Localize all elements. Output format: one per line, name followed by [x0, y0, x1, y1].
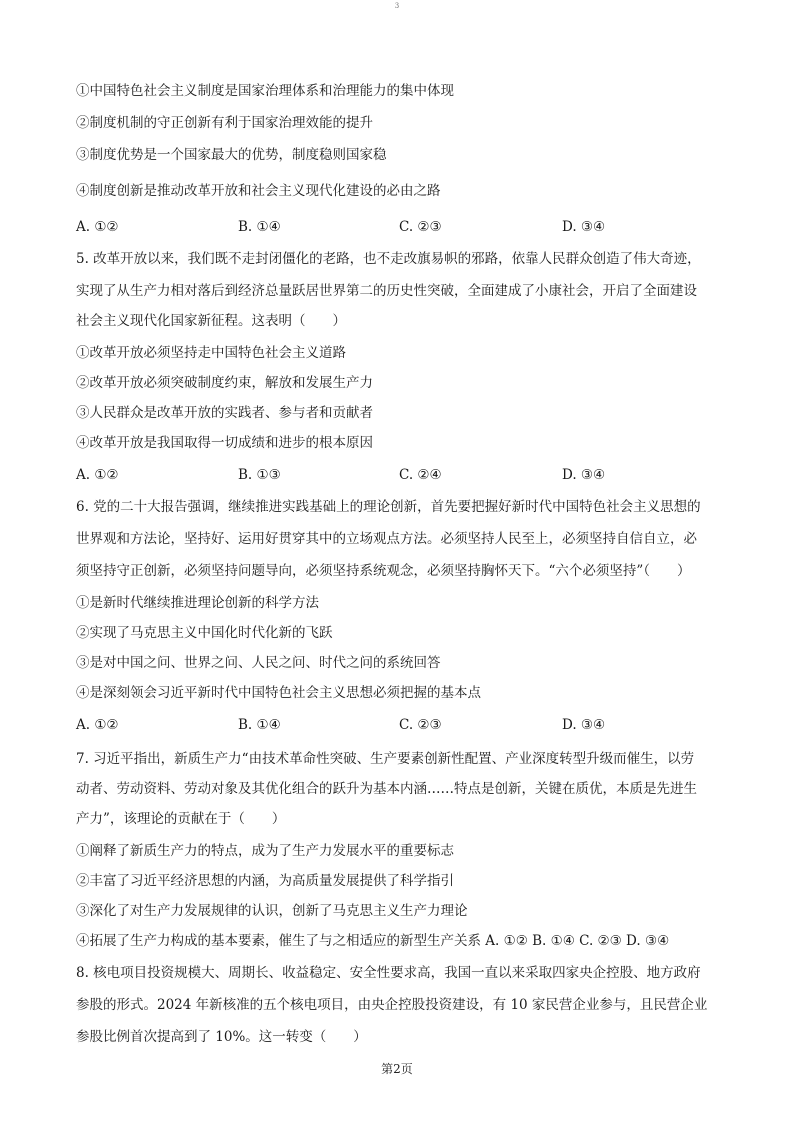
q6-item-1: ①是新时代继续推进理论创新的科学方法: [76, 595, 319, 611]
q6-option-b[interactable]: B. ①④: [238, 717, 281, 733]
q4-item-2: ②制度机制的守正创新有利于国家治理效能的提升: [76, 115, 373, 131]
q4-item-1: ①中国特色社会主义制度是国家治理体系和治理能力的集中体现: [76, 83, 454, 99]
q5-stem-line-1: 5. 改革开放以来，我们既不走封闭僵化的老路，也不走改旗易帜的邪路，依靠人民群众创造了伟大奇迹，: [76, 251, 701, 267]
q6-option-d[interactable]: D. ③④: [562, 717, 606, 733]
q5-stem-line-3: 社会主义现代化国家新征程。这表明（ ）: [76, 313, 346, 329]
q5-option-c[interactable]: C. ②④: [399, 467, 442, 483]
q4-item-3: ③制度优势是一个国家最大的优势，制度稳则国家稳: [76, 147, 387, 163]
q4-option-b[interactable]: B. ①④: [238, 219, 281, 235]
q5-option-a[interactable]: A. ①②: [76, 467, 119, 483]
q6-option-a[interactable]: A. ①②: [76, 717, 119, 733]
q5-item-1: ①改革开放必须坚持走中国特色社会主义道路: [76, 345, 346, 361]
q6-item-4: ④是深刻领会习近平新时代中国特色社会主义思想必须把握的基本点: [76, 685, 481, 701]
page-marker: 3: [394, 2, 400, 10]
q5-stem-line-2: 实现了从生产力相对落后到经济总量跃居世界第二的历史性突破，全面建成了小康社会，开启了全面建设: [76, 283, 697, 299]
q4-option-a[interactable]: A. ①②: [76, 219, 119, 235]
q6-stem-line-2: 世界观和方法论，坚持好、运用好贯穿其中的立场观点方法。必须坚持人民至上，必须坚持自信自立，必: [76, 531, 697, 547]
q5-item-2: ②改革开放必须突破制度约束，解放和发展生产力: [76, 375, 373, 391]
q5-option-d[interactable]: D. ③④: [562, 467, 606, 483]
q7-item-1: ①阐释了新质生产力的特点，成为了生产力发展水平的重要标志: [76, 843, 454, 859]
q8-stem-line-1: 8. 核电项目投资规模大、周期长、收益稳定、安全性要求高，我国一直以来采取四家央企控股、地方政府: [76, 965, 701, 981]
q6-stem-line-3: 须坚持守正创新，必须坚持问题导向，必须坚持系统观念，必须坚持胸怀天下。“六个必须坚持”（ ）: [76, 563, 691, 579]
q5-item-3: ③人民群众是改革开放的实践者、参与者和贡献者: [76, 405, 373, 421]
q7-item-2: ②丰富了习近平经济思想的内涵，为高质量发展提供了科学指引: [76, 873, 454, 889]
q8-stem-line-3: 参股比例首次提高到了 10%。这一转变（ ）: [76, 1029, 367, 1045]
q6-item-3: ③是对中国之问、世界之问、人民之问、时代之问的系统回答: [76, 655, 441, 671]
q4-option-d[interactable]: D. ③④: [562, 219, 606, 235]
q4-option-c[interactable]: C. ②③: [399, 219, 442, 235]
q5-option-b[interactable]: B. ①③: [238, 467, 281, 483]
q7-stem-line-1: 7. 习近平指出，新质生产力“由技术革命性突破、生产要素创新性配置、产业深度转型升级而催生，以劳: [76, 751, 695, 767]
q4-item-4: ④制度创新是推动改革开放和社会主义现代化建设的必由之路: [76, 183, 441, 199]
page-number: 第2页: [381, 1062, 413, 1076]
q7-stem-line-3: 产力”，该理论的贡献在于（ ）: [76, 811, 286, 827]
q5-item-4: ④改革开放是我国取得一切成绩和进步的根本原因: [76, 435, 373, 451]
q7-item-3: ③深化了对生产力发展规律的认识，创新了马克思主义生产力理论: [76, 903, 468, 919]
q6-item-2: ②实现了马克思主义中国化时代化新的飞跃: [76, 625, 333, 641]
q8-stem-line-2: 参股的形式。2024 年新核准的五个核电项目，由央企控股投资建设，有 10 家民营企业参与，且民营企业: [76, 997, 708, 1013]
q7-stem-line-2: 动者、劳动资料、劳动对象及其优化组合的跃升为基本内涵……特点是创新，关键在质优，本质是先进生: [76, 781, 697, 797]
q6-stem-line-1: 6. 党的二十大报告强调，继续推进实践基础上的理论创新，首先要把握好新时代中国特色社会主义思想的: [76, 499, 701, 515]
q6-option-c[interactable]: C. ②③: [399, 717, 442, 733]
q7-item-4-with-options: ④拓展了生产力构成的基本要素，催生了与之相适应的新型生产关系 A. ①② B. ①④ C. ②③ D. ③④: [76, 933, 670, 949]
